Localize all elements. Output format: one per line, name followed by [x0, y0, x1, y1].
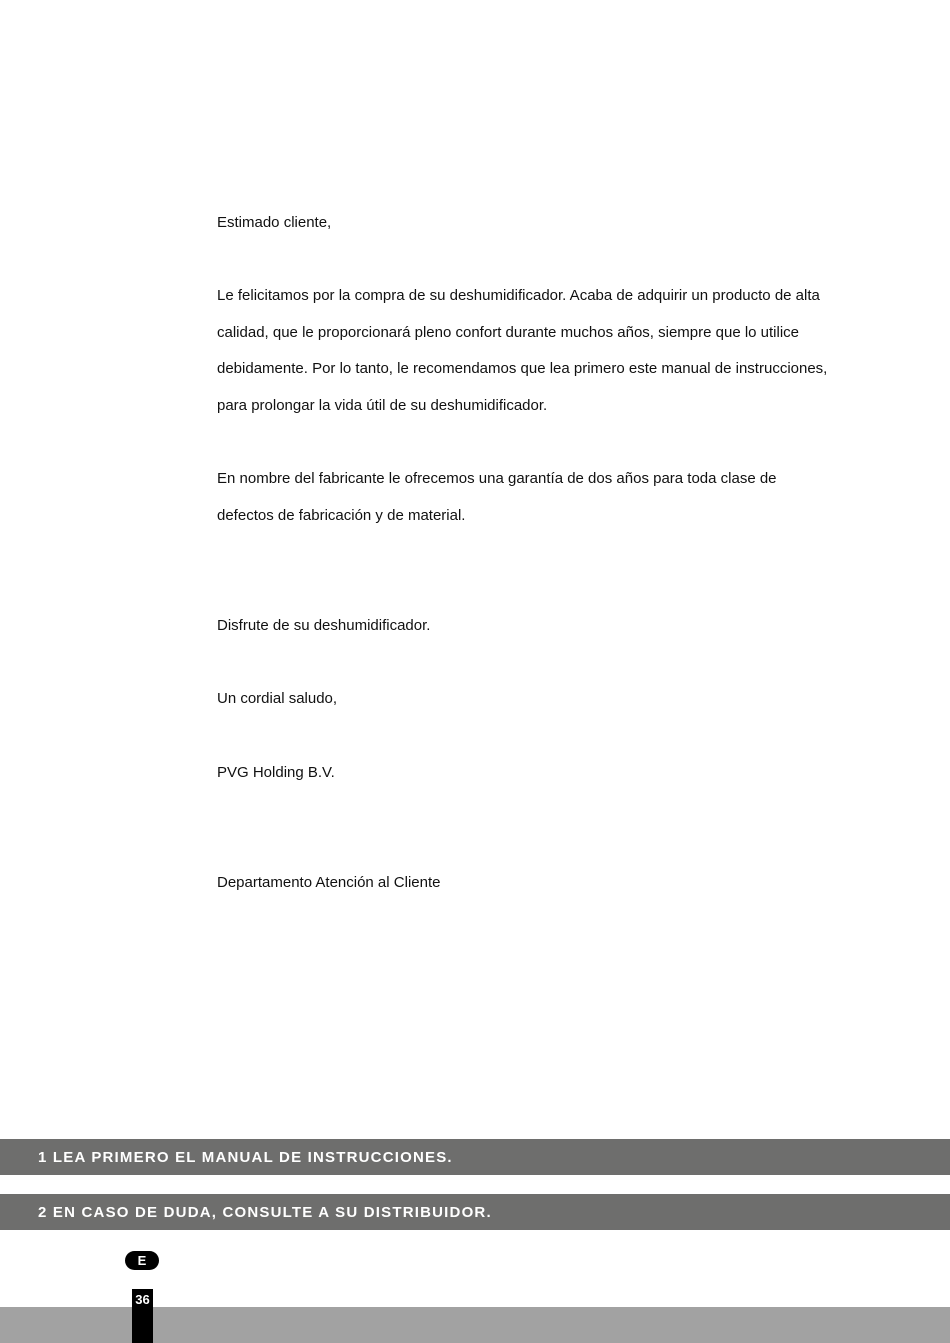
- company-name: PVG Holding B.V.: [217, 764, 335, 781]
- notice-banner-1: [0, 1139, 950, 1175]
- paragraph-1-line-3: debidamente. Por lo tanto, le recomendamos que lea primero este manual de instrucciones,: [217, 360, 828, 377]
- greeting: Estimado cliente,: [217, 214, 332, 231]
- page-number-tab: [132, 1289, 153, 1343]
- paragraph-1-line-1: Le felicitamos por la compra de su deshumidificador. Acaba de adquirir un producto de alta: [217, 287, 820, 304]
- notice-banner-2: [0, 1194, 950, 1230]
- closing-line: Un cordial saludo,: [217, 690, 338, 707]
- paragraph-2-line-1: En nombre del fabricante le ofrecemos una garantía de dos años para toda clase de: [217, 470, 777, 487]
- paragraph-1-line-2: calidad, que le proporcionará pleno confort durante muchos años, siempre que lo utilice: [217, 324, 800, 341]
- notice-text-1: 1 LEA PRIMERO EL MANUAL DE INSTRUCCIONES.: [38, 1148, 453, 1166]
- page-number: 36: [135, 1292, 150, 1307]
- paragraph-1-line-4: para prolongar la vida útil de su deshumidificador.: [217, 397, 548, 414]
- enjoy-line: Disfrute de su deshumidificador.: [217, 617, 431, 634]
- paragraph-2-line-2: defectos de fabricación y de material.: [217, 507, 466, 524]
- department-name: Departamento Atención al Cliente: [217, 874, 441, 891]
- language-badge: E: [125, 1251, 159, 1270]
- notice-text-2: 2 EN CASO DE DUDA, CONSULTE A SU DISTRIBUIDOR.: [38, 1203, 492, 1221]
